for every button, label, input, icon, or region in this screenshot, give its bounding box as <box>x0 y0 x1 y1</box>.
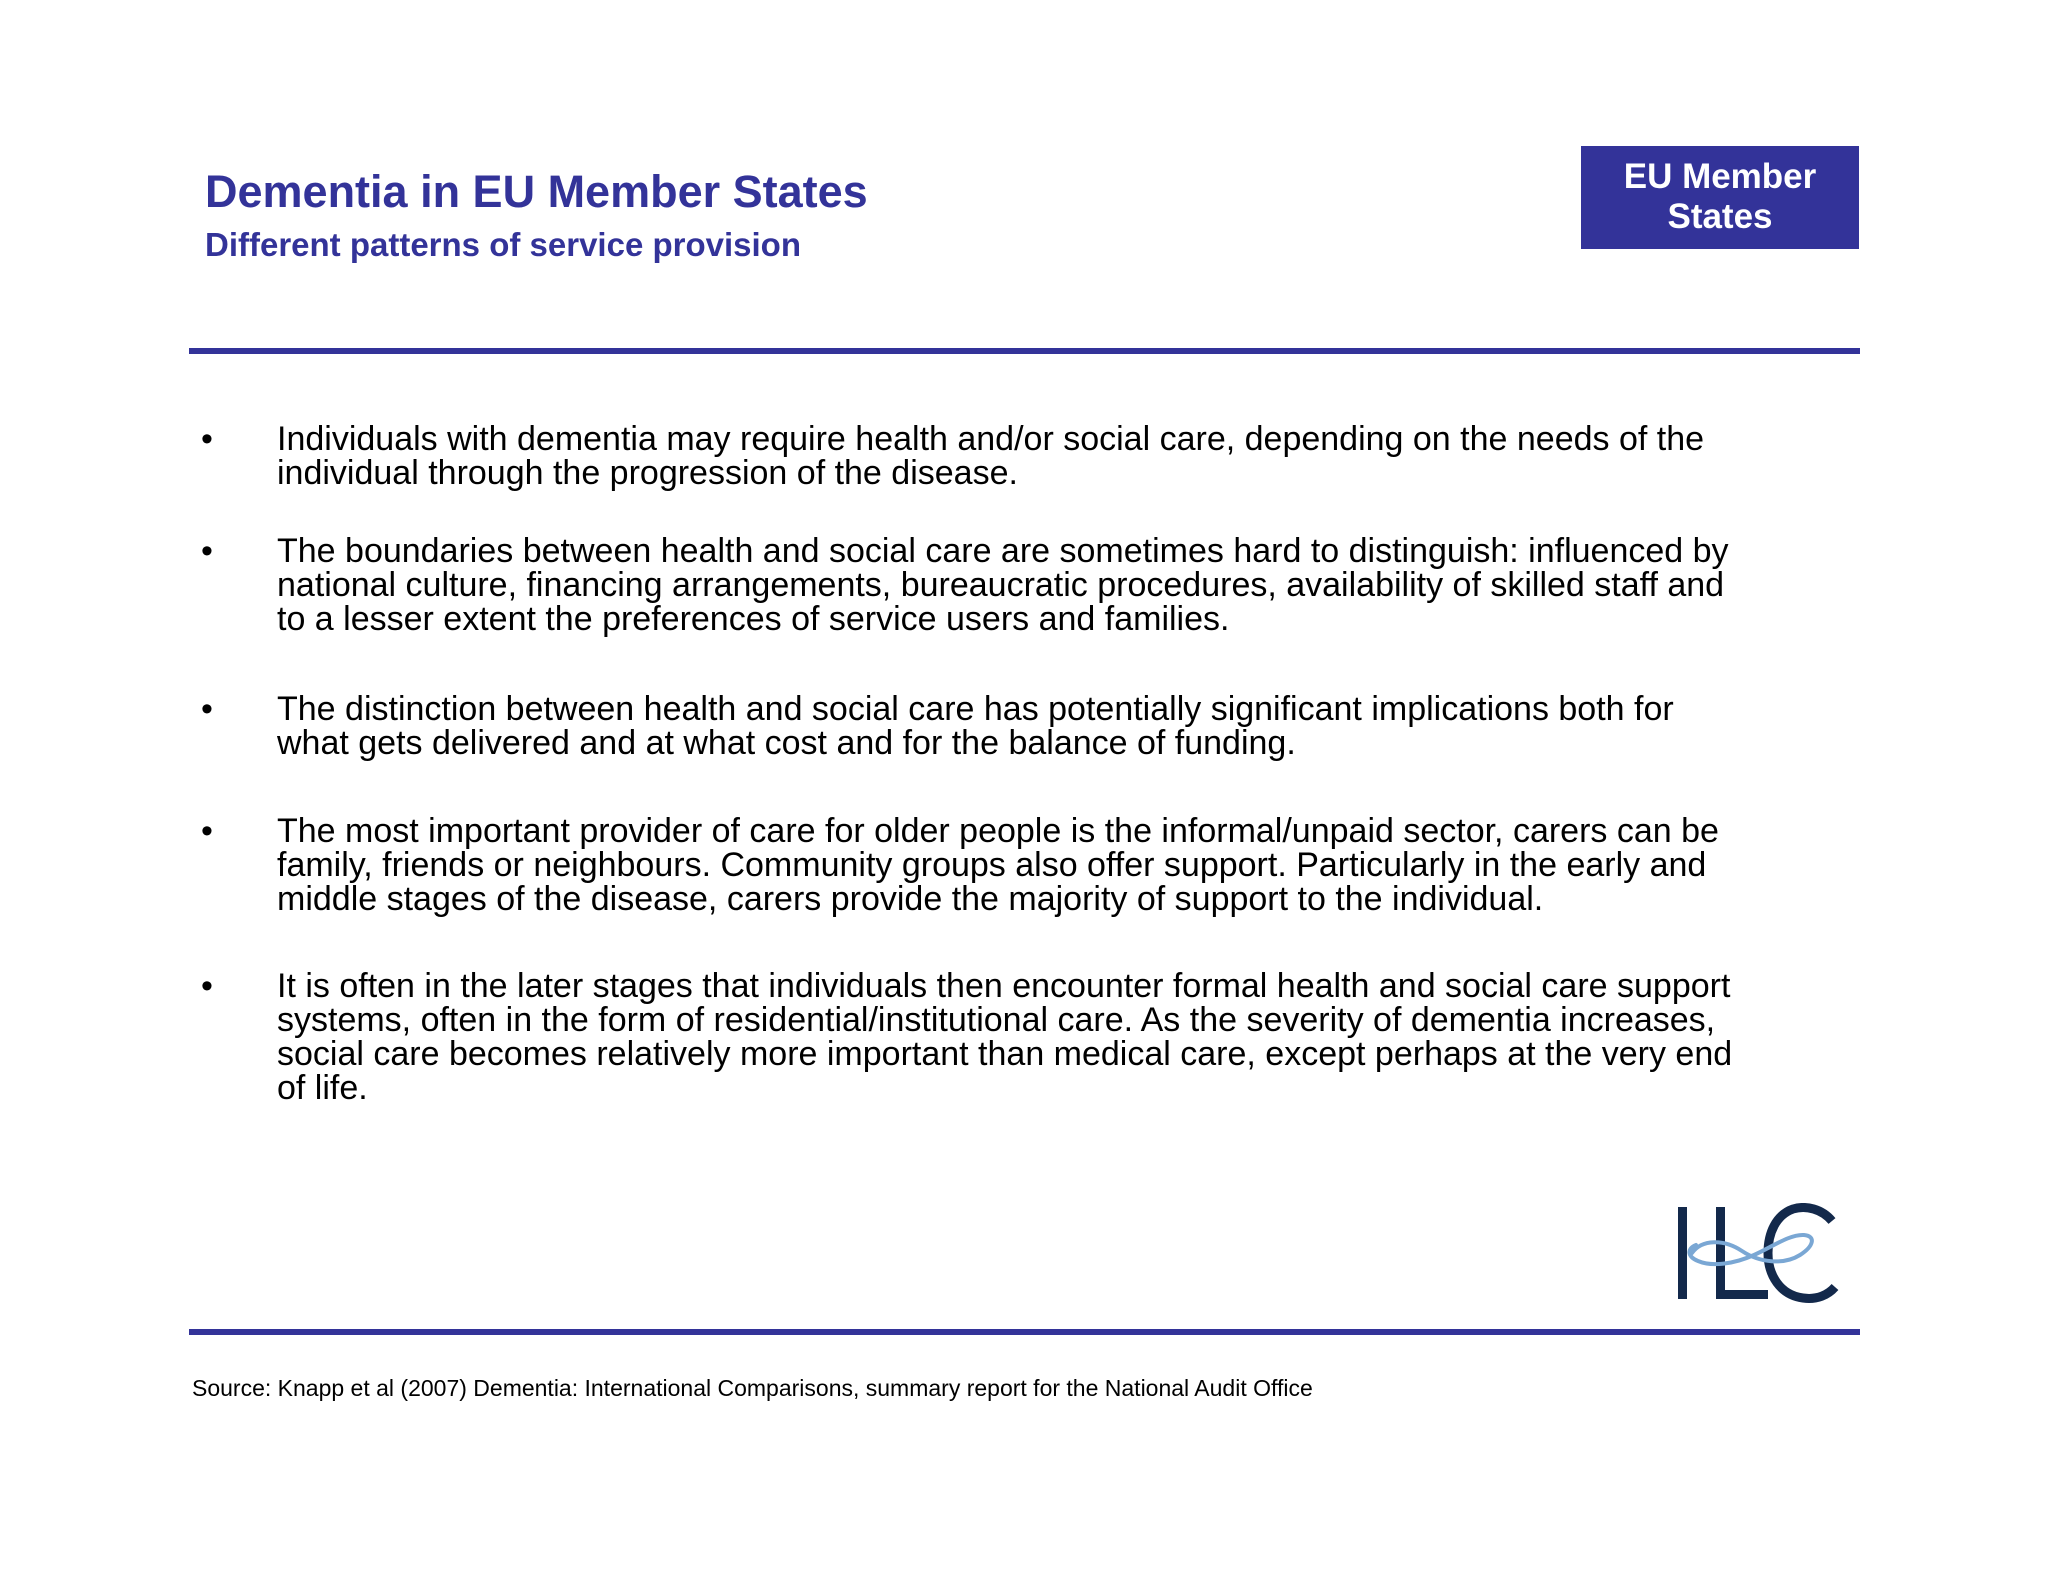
bullet-marker: • <box>201 532 213 570</box>
logo-letter-l <box>1716 1207 1725 1299</box>
bullet-marker: • <box>201 967 213 1005</box>
footer-divider <box>189 1329 1860 1335</box>
logo-letter-i <box>1678 1207 1687 1299</box>
logo-swirl <box>1689 1235 1811 1264</box>
region-badge: EU Member States <box>1581 146 1859 249</box>
bullet-text: It is often in the later stages that individuals then encounter formal health and social care support systems, often in the form of residential/institutional care. As the severity of dementia increases, social care becomes relatively more important than medical care, except perhaps at the very end of life. <box>277 967 1733 1107</box>
source-note: Source: Knapp et al (2007) Dementia: International Comparisons, summary report for the National Audit Office <box>192 1375 1313 1401</box>
bullet-marker: • <box>201 690 213 728</box>
bullet-text: The boundaries between health and social care are sometimes hard to distinguish: influenced by national culture, financing arrangements, bureaucratic procedures, availability of skilled staff and to a lesser extent the preferences of service users and families. <box>277 532 1729 638</box>
slide-subtitle: Different patterns of service provision <box>205 226 801 263</box>
bullet-marker: • <box>201 812 213 850</box>
bullet-text: The most important provider of care for older people is the informal/unpaid sector, carers can be family, friends or neighbours. Community groups also offer support. Particularly in the early and middle stages of the disease, carers provide the majority of support to the individual. <box>277 812 1719 918</box>
logo-letter-l-foot <box>1716 1290 1768 1299</box>
slide-title: Dementia in EU Member States <box>205 166 868 217</box>
bullet-text: The distinction between health and social care has potentially significant implications both for what gets delivered and at what cost and for the balance of funding. <box>277 690 1674 762</box>
ilc-logo <box>1672 1203 1844 1303</box>
bullet-text: Individuals with dementia may require health and/or social care, depending on the needs of the individual through the progression of the disease. <box>277 420 1705 492</box>
bullet-marker: • <box>201 420 213 458</box>
